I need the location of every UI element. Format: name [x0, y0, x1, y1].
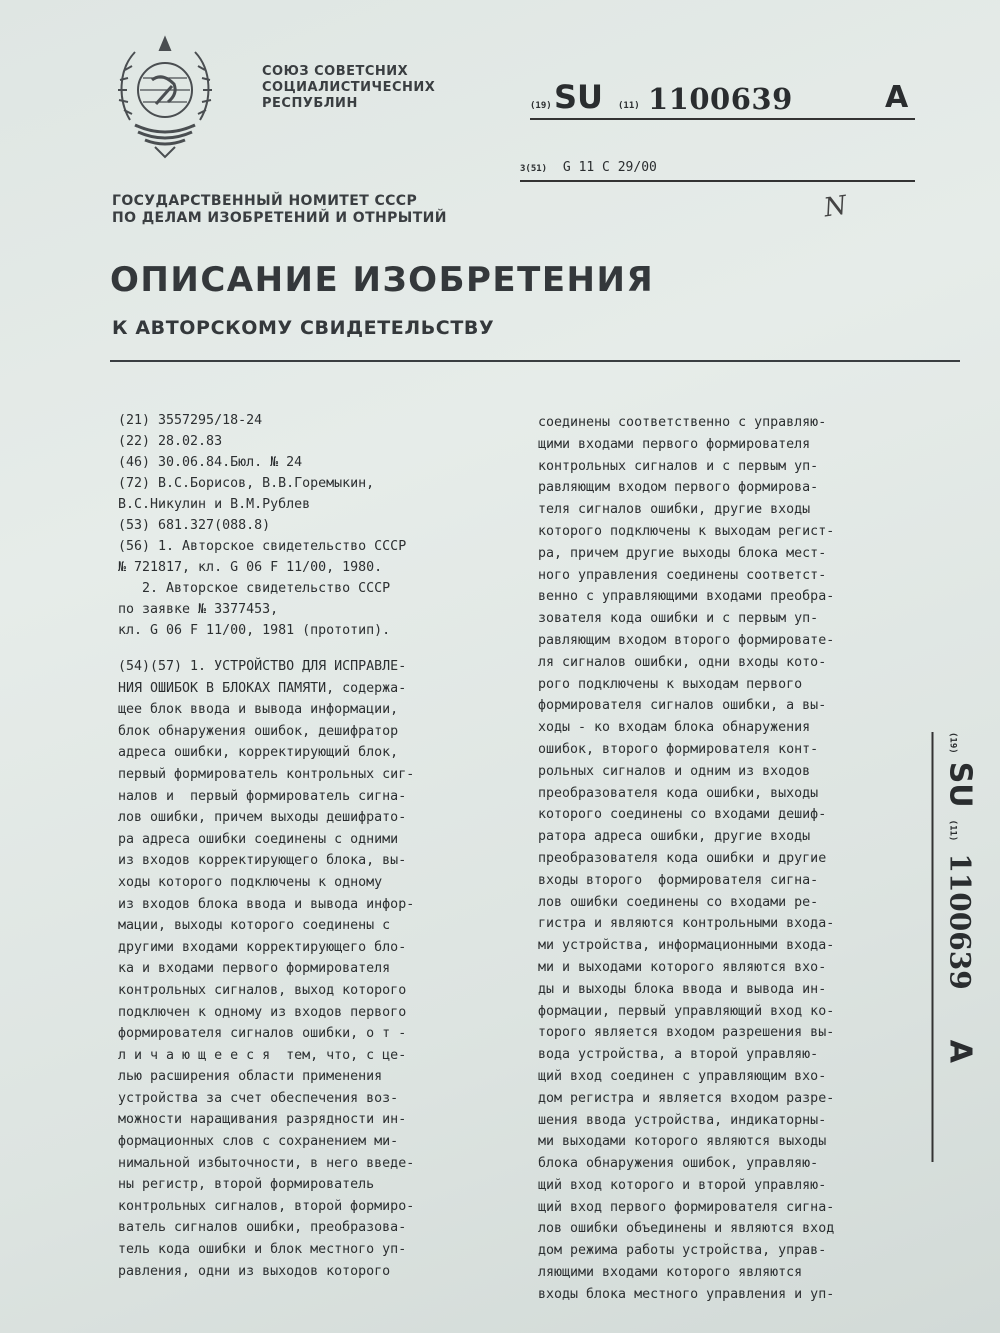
text-line: (22) 28.02.83 — [118, 434, 223, 449]
side-country-code: SU — [942, 761, 978, 808]
text-line: мации, выходы которого соединены с — [118, 918, 391, 934]
document-subtitle: К АВТОРСКОМУ СВИДЕТЕЛЬСТВУ — [112, 317, 495, 339]
committee-line: ГОСУДАРСТВЕННЫЙ НОМИТЕТ СССР — [112, 193, 418, 209]
claims-column-right — [538, 412, 834, 1306]
text-line: первый формирователь контрольных сиг- — [118, 766, 415, 782]
text-line: входы блока местного управления и уп- — [538, 1286, 835, 1302]
text-line: адреса ошибки, корректирующий блок, — [118, 745, 399, 761]
text-line: ды и выходы блока ввода и вывода ин- — [538, 981, 827, 997]
text-line: ляющими входами которого являются — [538, 1265, 803, 1281]
text-line: щий вход первого формирователя сигна- — [538, 1199, 835, 1215]
text-line: по заявке № 3377453, — [118, 602, 279, 617]
committee — [112, 193, 447, 227]
text-line: формационных слов с сохранением ми- — [118, 1134, 399, 1150]
text-line: блок обнаружения ошибок, дешифратор — [118, 723, 399, 739]
text-line: входы второго формирователя сигна- — [538, 872, 819, 888]
text-line: из входов корректирующего блока, вы- — [118, 853, 407, 869]
text-line: ми выходами которого являются выходы — [538, 1134, 827, 1150]
text-line: устройства за счет обеспечения воз- — [118, 1090, 399, 1106]
code-11: (11) — [618, 101, 640, 111]
text-line: лов ошибки, причем выходы дешифрато- — [118, 810, 407, 826]
text-line: венно с управляющими входами преобра- — [538, 589, 835, 605]
text-line: из входов блока ввода и вывода инфор- — [118, 896, 415, 912]
text-line: (46) 30.06.84.Бюл. № 24 — [118, 455, 303, 470]
patent-number: 1100639 — [648, 82, 793, 116]
text-line: контрольных сигналов и с первым уп- — [538, 458, 819, 474]
text-line: контрольных сигналов, выход которого — [118, 982, 407, 998]
side-underline — [932, 732, 934, 1162]
country-code: SU — [554, 78, 604, 116]
code-19: (19) — [530, 101, 552, 111]
ussr-line: РЕСПУБЛИН — [262, 96, 358, 111]
text-line: тель кода ошибки и блок местного уп- — [118, 1242, 407, 1258]
text-line: которого подключены к выходам регист- — [538, 523, 835, 539]
text-line: преобразователя кода ошибки и другие — [538, 850, 827, 866]
text-line: формирователя сигналов ошибки, а вы- — [538, 698, 827, 714]
text-line: ра, причем другие выходы блока мест- — [538, 545, 827, 561]
text-line: В.С.Никулин и В.М.Рублев — [118, 497, 311, 512]
text-line: щее блок ввода и вывода информации, — [118, 702, 399, 718]
text-line: лов ошибки соединены со входами ре- — [538, 894, 819, 910]
text-line: ми и выходами которого являются вхо- — [538, 959, 827, 975]
text-line: налов и первый формирователь сигна- — [118, 788, 407, 804]
text-line: (21) 3557295/18-24 — [118, 413, 263, 428]
text-line: другими входами корректирующего бло- — [118, 939, 407, 955]
ussr-line: СОЦИАЛИСТИЧЕСНИХ — [262, 80, 436, 95]
side-patent-number — [925, 732, 995, 1162]
ussr-emblem — [110, 30, 220, 160]
claims-column-left — [118, 656, 414, 1282]
text-line: 2. Авторское свидетельство СССР — [118, 581, 391, 596]
text-line: дом регистра и является входом разре- — [538, 1090, 835, 1106]
issuing-state — [262, 64, 435, 112]
text-line: теля сигналов ошибки, другие входы — [538, 502, 811, 518]
text-line: щий вход соединен с управляющим вхо- — [538, 1068, 827, 1084]
text-line: которого соединены со входами дешиф- — [538, 807, 827, 823]
text-line: рого подключены к выходам первого — [538, 676, 803, 692]
side-code-11: (11) — [947, 819, 958, 842]
text-line: ходы - ко входам блока обнаружения — [538, 720, 811, 736]
committee-line: ПО ДЕЛАМ ИЗОБРЕТЕНИЙ И ОТНРЫТИЙ — [112, 210, 447, 226]
text-line: ра адреса ошибки соединены с одними — [118, 831, 399, 847]
text-line: ватель сигналов ошибки, преобразова- — [118, 1220, 407, 1236]
text-line: дом режима работы устройства, управ- — [538, 1243, 827, 1259]
text-line: торого является входом разрешения вы- — [538, 1025, 835, 1041]
text-line: ного управления соединены соответст- — [538, 567, 827, 583]
text-line: вода устройства, а второй управляю- — [538, 1047, 819, 1063]
side-patent-number-value: 1100639 — [943, 853, 977, 990]
text-line: ратора адреса ошибки, другие входы — [538, 829, 811, 845]
text-line: № 721817, кл. G 06 F 11/00, 1980. — [118, 560, 383, 575]
text-line: кл. G 06 F 11/00, 1981 (прототип). — [118, 623, 391, 638]
text-line: НИЯ ОШИБОК В БЛОКАХ ПАМЯТИ, содержа- — [118, 680, 407, 696]
text-line: соединены соответственно с управляю- — [538, 415, 827, 430]
text-line: лью расширения области применения — [118, 1069, 383, 1085]
text-line: щий вход которого и второй управляю- — [538, 1177, 827, 1193]
text-line: (72) В.С.Борисов, В.В.Горемыкин, — [118, 476, 375, 491]
text-line: зователя кода ошибки и с первым уп- — [538, 611, 819, 627]
text-line: ошибок, второго формирователя конт- — [538, 741, 819, 757]
text-line: формации, первый управляющий вход ко- — [538, 1003, 835, 1019]
text-line: ходы которого подключены к одному — [118, 874, 383, 890]
text-line: преобразователя кода ошибки, выходы — [538, 785, 819, 801]
ipc-code: G 11 C 29/00 — [562, 160, 657, 175]
text-line: ми устройства, информационными входа- — [538, 938, 835, 954]
ussr-line: СОЮЗ СОВЕТСНИХ — [262, 64, 409, 79]
text-line: блока обнаружения ошибок, управляю- — [538, 1156, 819, 1172]
text-line: ка и входами первого формирователя — [118, 961, 391, 977]
text-line: равления, одни из выходов которого — [118, 1263, 391, 1279]
text-line: (54)(57) 1. УСТРОЙСТВО ДЛЯ ИСПРАВЛЕ- — [118, 659, 407, 674]
handwritten-mark: N — [822, 190, 849, 224]
text-line: гистра и являются контрольными входа- — [538, 916, 835, 932]
bibliographic-data — [118, 410, 406, 641]
document-title: ОПИСАНИЕ ИЗОБРЕТЕНИЯ — [110, 260, 655, 300]
text-line: (56) 1. Авторское свидетельство СССР — [118, 539, 407, 554]
text-line: щими входами первого формирователя — [538, 436, 811, 452]
text-line: равляющим входом второго формировате- — [538, 632, 835, 648]
text-line: формирователя сигналов ошибки, о т - — [118, 1026, 407, 1042]
patent-number-line — [530, 78, 915, 120]
text-line: можности наращивания разрядности ин- — [118, 1112, 407, 1128]
text-line: равляющим входом первого формирова- — [538, 480, 819, 496]
text-line: подключен к одному из входов первого — [118, 1004, 407, 1020]
patent-kind: A — [885, 80, 909, 115]
text-line: л и ч а ю щ е е с я тем, что, с це- — [118, 1047, 407, 1063]
text-line: контрольных сигналов, второй формиро- — [118, 1198, 415, 1214]
header-divider — [110, 360, 960, 362]
text-line: (53) 681.327(088.8) — [118, 518, 271, 533]
text-line: ны регистр, второй формирователь — [118, 1177, 375, 1193]
ipc-classification — [520, 160, 915, 182]
text-line: ля сигналов ошибки, одни входы кото- — [538, 654, 827, 670]
text-line: шения ввода устройства, индикаторны- — [538, 1112, 827, 1128]
side-patent-kind: A — [942, 1039, 978, 1063]
text-line: рольных сигналов и одним из входов — [538, 763, 811, 779]
class-code: 3(51) — [520, 164, 548, 174]
side-code-19: (19) — [947, 732, 958, 754]
text-line: нимальной избыточности, в него введе- — [118, 1155, 415, 1171]
text-line: лов ошибки объединены и являются вход — [538, 1221, 835, 1237]
